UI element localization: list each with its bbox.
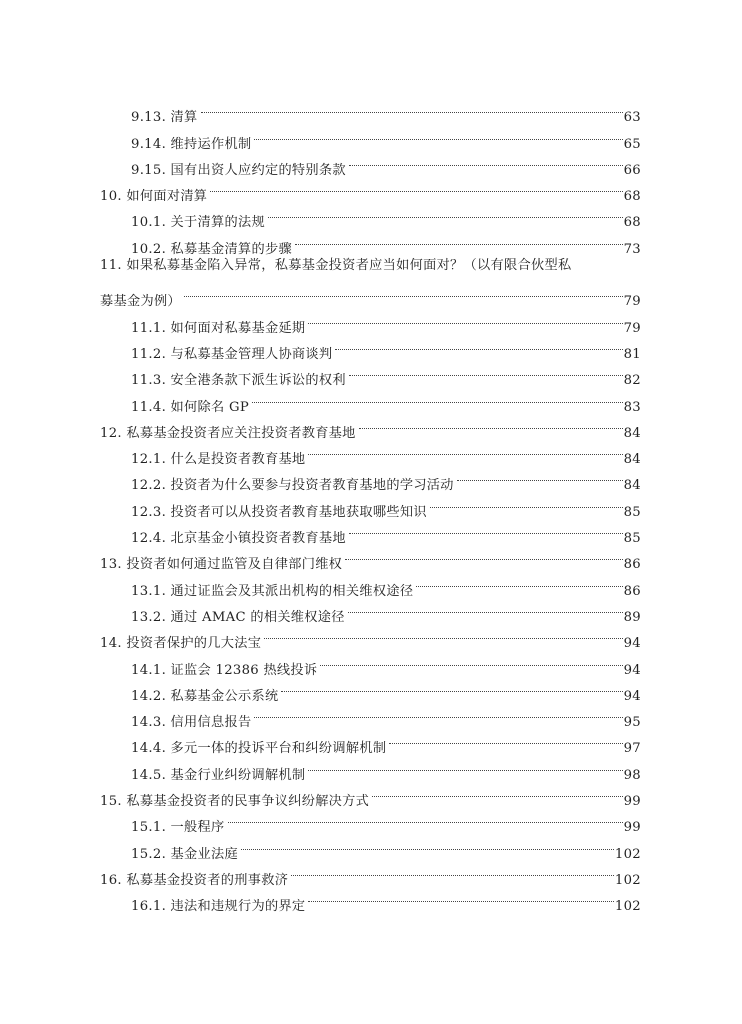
toc-entry-page-number: 99 <box>623 794 641 810</box>
toc-entry-title: 15.2. 基金业法庭 <box>131 846 238 862</box>
toc-entry-title: 12.2. 投资者为什么要参与投资者教育基地的学习活动 <box>131 478 454 494</box>
toc-entry-page-number: 98 <box>623 767 641 783</box>
toc-entry-title: 9.14. 维持运作机制 <box>131 136 252 152</box>
toc-entry-page-number: 84 <box>623 478 641 494</box>
toc-entry <box>100 279 641 310</box>
dot-leader <box>254 121 622 147</box>
toc-entry-page-number: 86 <box>623 557 641 573</box>
dot-leader <box>335 332 622 358</box>
table-of-contents <box>100 95 641 915</box>
dot-leader <box>184 279 623 305</box>
toc-entry-title: 12. 私募基金投资者应关注投资者教育基地 <box>100 425 356 441</box>
toc-entry-page-number: 85 <box>623 504 641 520</box>
toc-entry-page-number: 65 <box>623 136 641 152</box>
dot-leader <box>345 542 622 568</box>
toc-entry-page-number: 81 <box>623 346 641 362</box>
toc-entry-title: 14.1. 证监会 12386 热线投诉 <box>131 662 318 678</box>
toc-entry-page-number: 94 <box>623 662 641 678</box>
dot-leader <box>416 568 622 594</box>
toc-entry-page-number: 84 <box>623 425 641 441</box>
toc-entry-page-number: 89 <box>623 609 641 625</box>
toc-entry-page-number: 84 <box>623 452 641 468</box>
dot-leader <box>252 384 623 410</box>
dot-leader <box>228 805 623 831</box>
toc-entry-page-number: 79 <box>623 294 641 310</box>
toc-entry-page-number: 79 <box>623 320 641 336</box>
toc-entry <box>100 305 641 336</box>
dot-leader <box>349 148 623 174</box>
toc-entry-page-number: 102 <box>614 846 641 862</box>
dot-leader <box>268 200 623 226</box>
toc-entry-title: 募基金为例） <box>100 294 181 310</box>
toc-entry-title: 15. 私募基金投资者的民事争议纠纷解决方式 <box>100 794 370 810</box>
dot-leader <box>349 358 623 384</box>
toc-entry-title: 13. 投资者如何通过监管及自律部门维权 <box>100 557 343 573</box>
dot-leader <box>295 226 623 252</box>
toc-entry-title: 14.5. 基金行业纠纷调解机制 <box>131 767 306 783</box>
dot-leader <box>349 516 623 542</box>
toc-entry-page-number: 73 <box>623 241 641 257</box>
toc-entry-title: 16. 私募基金投资者的刑事救济 <box>100 872 289 888</box>
dot-leader <box>281 674 622 700</box>
toc-entry <box>100 95 641 126</box>
dot-leader <box>430 489 623 515</box>
toc-entry-title: 11. 如果私募基金陷入异常，私募基金投资者应当如何面对？（以有限合伙型私 <box>100 257 572 273</box>
toc-entry-page-number: 97 <box>623 741 641 757</box>
dot-leader <box>291 858 614 884</box>
toc-entry <box>100 253 641 279</box>
toc-entry-title: 11.3. 安全港条款下派生诉讼的权利 <box>131 373 346 389</box>
toc-entry-page-number: 102 <box>614 899 641 915</box>
dot-leader <box>308 305 622 331</box>
toc-entry-page-number: 68 <box>623 189 641 205</box>
toc-entry-page-number: 86 <box>623 583 641 599</box>
toc-entry-page-number: 83 <box>623 399 641 415</box>
toc-entry-title: 9.15. 国有出资人应约定的特别条款 <box>131 162 346 178</box>
dot-leader <box>254 700 622 726</box>
toc-entry-page-number: 82 <box>623 373 641 389</box>
toc-entry-title: 13.1. 通过证监会及其派出机构的相关维权途径 <box>131 583 414 599</box>
toc-entry-page-number: 66 <box>623 162 641 178</box>
dot-leader <box>359 411 623 437</box>
toc-entry-title: 12.3. 投资者可以从投资者教育基地获取哪些知识 <box>131 504 427 520</box>
dot-leader <box>201 95 623 121</box>
dot-leader <box>457 463 623 489</box>
toc-entry-title: 14. 投资者保护的几大法宝 <box>100 636 262 652</box>
toc-entry-title: 16.1. 违法和违规行为的界定 <box>131 899 306 915</box>
toc-entry-title: 11.2. 与私募基金管理人协商谈判 <box>131 346 333 362</box>
toc-entry-title: 11.1. 如何面对私募基金延期 <box>131 320 306 336</box>
dot-leader <box>308 437 622 463</box>
dot-leader <box>264 621 622 647</box>
dot-leader <box>348 595 623 621</box>
toc-entry-page-number: 63 <box>623 110 641 126</box>
toc-entry-page-number: 95 <box>623 715 641 731</box>
dot-leader <box>241 831 614 857</box>
dot-leader <box>389 726 622 752</box>
toc-entry-title: 14.2. 私募基金公示系统 <box>131 688 279 704</box>
toc-entry-title: 14.3. 信用信息报告 <box>131 715 252 731</box>
toc-entry-title: 9.13. 清算 <box>131 110 198 126</box>
toc-entry-page-number: 99 <box>623 820 641 836</box>
toc-entry-title: 13.2. 通过 AMAC 的相关维权途径 <box>131 609 345 625</box>
dot-leader <box>308 752 622 778</box>
toc-entry-page-number: 94 <box>623 688 641 704</box>
toc-entry-title: 12.4. 北京基金小镇投资者教育基地 <box>131 531 346 547</box>
dot-leader <box>308 884 614 910</box>
toc-entry-title: 10.2. 私募基金清算的步骤 <box>131 241 292 257</box>
toc-entry-title: 10. 如何面对清算 <box>100 189 208 205</box>
toc-entry-title: 12.1. 什么是投资者教育基地 <box>131 452 306 468</box>
toc-entry-title: 15.1. 一般程序 <box>131 820 225 836</box>
dot-leader <box>372 779 622 805</box>
dot-leader <box>210 174 622 200</box>
toc-entry-page-number: 102 <box>614 872 641 888</box>
toc-entry-page-number: 85 <box>623 531 641 547</box>
toc-entry-page-number: 68 <box>623 215 641 231</box>
toc-entry-title: 11.4. 如何除名 GP <box>131 399 249 415</box>
toc-entry-title: 10.1. 关于清算的法规 <box>131 215 265 231</box>
toc-entry-title: 14.4. 多元一体的投诉平台和纠纷调解机制 <box>131 741 387 757</box>
dot-leader <box>320 647 622 673</box>
toc-entry-page-number: 94 <box>623 636 641 652</box>
